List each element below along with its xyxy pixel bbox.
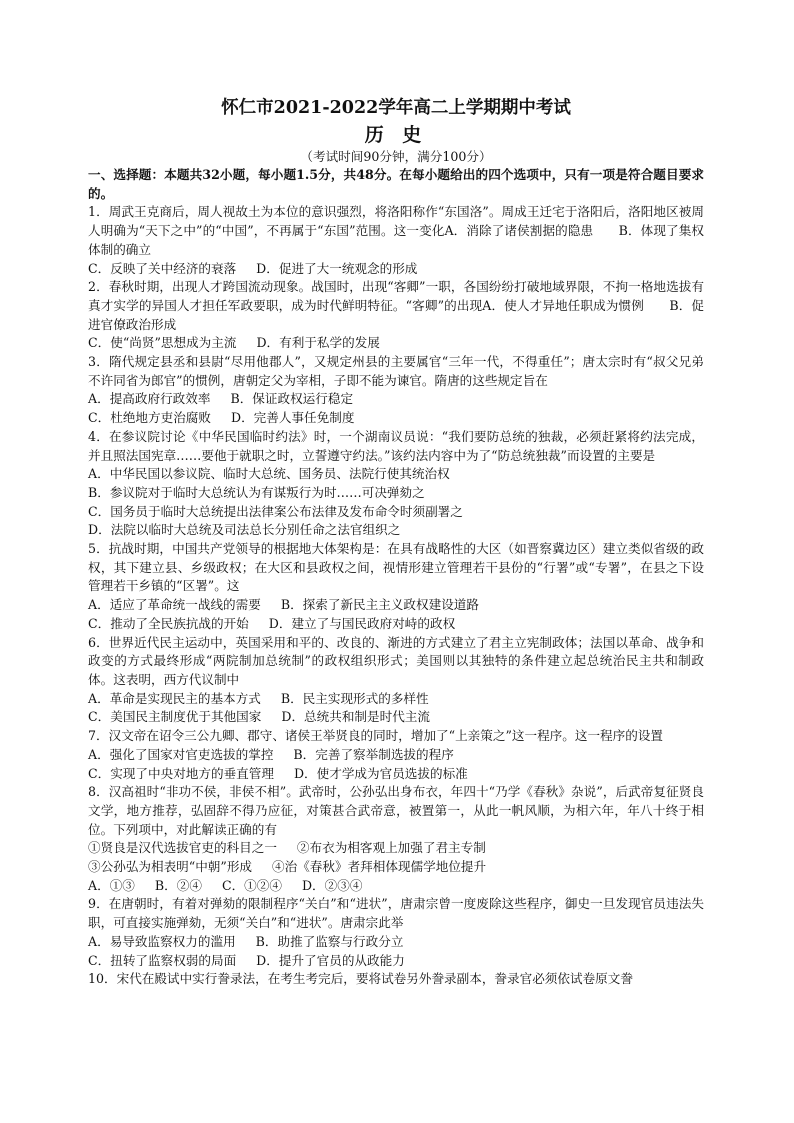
- answer-option: D．提升了官员的从政能力: [256, 952, 405, 968]
- answer-option: C．美国民主制度优于其他国家: [88, 709, 262, 725]
- answer-option: B．参议院对于临时大总统认为有谋叛行为时……可决弹劾之: [88, 484, 425, 500]
- answer-option: D．完善人事任免制度: [230, 410, 355, 426]
- answer-option: B．助推了监察与行政分立: [255, 933, 404, 949]
- answer-option: C．扭转了监察权弱的局面: [88, 952, 237, 968]
- option-line: [88, 839, 704, 858]
- answer-option: D．法院以临时大总统及司法总长分别任命之法官组织之: [88, 522, 401, 538]
- answer-option: C．反映了关中经济的衰落: [88, 260, 237, 276]
- answer-option: D．有利于私学的发展: [256, 335, 380, 351]
- question-10: [88, 970, 704, 989]
- question-stem: 1．周武王克商后，周人视故土为本位的意识强烈，将洛阳称作“东国洛”。周成王迁宅于洛阳后，洛阳地区被周人明确为“天下之中”的“中国”，不再属于“东国”范围。这一变化A．消除了诸侯割据的隐患 B．体现了集权体制的确立: [88, 204, 704, 257]
- question-1: [88, 203, 704, 278]
- answer-option: A．强化了国家对官吏选拔的掌控: [88, 746, 274, 762]
- subject-title: 历 史: [364, 124, 428, 146]
- answer-option: B．②④: [154, 877, 202, 893]
- option-line: [88, 334, 704, 353]
- option-line: [88, 746, 704, 765]
- question-stem: 8．汉高祖时“非功不侯，非侯不相”。武帝时，公孙弘出身布衣，年四十“乃学《春秋》杂说”，后武帝复征贤良文学，地方推荐，弘固辞不得乃应征，对策甚合武帝意，被置第一，从此一帆风顺，为相六年，年八十终于相位。下列项中，对此解读正确的有: [88, 784, 704, 837]
- question-stem: 7．汉文帝在诏令三公九卿、郡守、诸侯王举贤良的同时，增加了“上亲策之”这一程序。这一程序的设置: [88, 728, 664, 744]
- question-stem: 3．隋代规定县丞和县尉“尽用他郡人”，又规定州县的主要属官“三年一代，不得重任”；唐太宗时有“叔父兄弟不许同省为郎官”的惯例，唐朝定父为宰相，子即不能为谏官。隋唐的这些规定旨在: [88, 354, 704, 388]
- question-4: [88, 428, 704, 540]
- answer-option: B．民主实现形式的多样性: [280, 690, 429, 706]
- question-stem: 10．宋代在殿试中实行誊录法，在考生考完后，要将试卷另外誊录副本，誊录官必须依试卷原文誊: [88, 971, 633, 987]
- option-line: [88, 390, 704, 409]
- answer-option: A．适应了革命统一战线的需要: [88, 597, 261, 613]
- option-line: [88, 690, 704, 709]
- answer-option: C．使“尚贤”思想成为主流: [88, 335, 237, 351]
- answer-option: A．中华民国以参议院、临时大总统、国务员、法院行使其统治权: [88, 466, 450, 482]
- option-line: [88, 877, 704, 896]
- question-stem: 2．春秋时期，出现人才跨国流动现象。战国时，出现“客卿”一职，各国纷纷打破地域界限，不拘一格地选拔有真才实学的异国人才担任军政要职，成为时代鲜明特征。“客卿”的出现A．使人才异地任职成为惯例 B．促进官僚政治形成: [88, 279, 704, 332]
- option-line: [88, 933, 704, 952]
- answer-option: D．建立了与国民政府对峙的政权: [268, 615, 456, 631]
- exam-page: [88, 96, 704, 989]
- answer-option: C．①②④: [221, 877, 282, 893]
- answer-option: A．易导致监察权力的滥用: [88, 933, 236, 949]
- answer-option: ①贤良是汉代选拔官吏的科目之一: [88, 840, 277, 856]
- question-3: [88, 353, 704, 428]
- answer-option: ②布衣为相客观上加强了君主专制: [296, 840, 486, 856]
- answer-option: A．提高政府行政效率: [88, 391, 211, 407]
- question-9: [88, 895, 704, 970]
- question-8: [88, 783, 704, 895]
- answer-option: C．推动了全民族抗战的开始: [88, 615, 249, 631]
- answer-option: D．②③④: [301, 877, 363, 893]
- answer-option: A．革命是实现民主的基本方式: [88, 690, 261, 706]
- exam-title: 怀仁市2021-2022学年高二上学期期中考试: [221, 98, 571, 118]
- answer-option: B．保证政权运行稳定: [230, 391, 354, 407]
- option-line: [88, 952, 704, 971]
- option-line: [88, 465, 704, 484]
- option-line: [88, 708, 704, 727]
- section-heading: 一、选择题：本题共32小题，每小题1.5分，共48分。在每小题给出的四个选项中，只有一项是符合题目要求的。: [88, 167, 704, 201]
- question-stem: 9．在唐朝时，有着对弹劾的限制程序“关白”和“进状”，唐肃宗曾一度废除这些程序，御史一旦发现官员违法失职，可直接实施弹劾，无须“关白”和“进状”。唐肃宗此举: [88, 896, 704, 931]
- question-5: [88, 540, 704, 634]
- answer-option: D．促进了大一统观念的形成: [256, 260, 418, 276]
- answer-option: ③公孙弘为相表明“中朝”形成: [88, 859, 253, 875]
- exam-info: （考试时间90分钟，满分100分）: [300, 149, 492, 164]
- answer-option: D．总统共和制是时代主流: [281, 709, 430, 725]
- option-line: [88, 260, 704, 279]
- answer-option: B．完善了察举制选拔的程序: [293, 746, 454, 762]
- answer-option: C．杜绝地方吏治腐败: [88, 410, 211, 426]
- question-stem: 6．世界近代民主运动中，英国采用和平的、改良的、渐进的方式建立了君主立宪制政体；法国以革命、战争和政变的方式最终形成“两院制加总统制”的政权组织形式；美国则以其独特的条件建立起总统治民主共和制政体。这表明，西方代议制中: [88, 634, 704, 687]
- answer-option: C．国务员于临时大总统提出法律案公布法律及发布命令时须副署之: [88, 503, 463, 519]
- answer-option: C．实现了中央对地方的垂直管理: [88, 765, 274, 781]
- question-stem: 4．在参议院讨论《中华民国临时约法》时，一个湖南议员说：“我们要防总统的独裁，必须赶紧将约法完成，并且照法国宪章……要他于就职之时，立誓遵守约法。”该约法内容中为了“防总统独裁”而设置的主要是: [88, 428, 704, 463]
- question-list: [88, 203, 704, 989]
- question-6: [88, 634, 704, 728]
- option-line: [88, 615, 704, 634]
- option-line: [88, 503, 704, 522]
- answer-option: B．探索了新民主主义政权建设道路: [280, 597, 479, 613]
- option-line: [88, 765, 704, 784]
- option-line: [88, 858, 704, 877]
- option-line: [88, 409, 704, 428]
- question-stem: 5．抗战时期，中国共产党领导的根据地大体架构是：在具有战略性的大区（如晋察冀边区）建立类似省级的政权，其下建立县、乡级政权；在大区和县政权之间，视情形建立管理若干县份的“行署”或“专署”，在县之下设管理若干乡镇的“区署”。这: [88, 541, 704, 594]
- option-line: [88, 484, 704, 503]
- answer-option: A．①③: [88, 877, 135, 893]
- answer-option: ④治《春秋》者拜相体现儒学地位提升: [272, 859, 487, 875]
- answer-option: D．使才学成为官员选拔的标准: [293, 765, 468, 781]
- option-line: [88, 521, 704, 540]
- question-2: [88, 278, 704, 353]
- option-line: [88, 596, 704, 615]
- question-7: [88, 727, 704, 783]
